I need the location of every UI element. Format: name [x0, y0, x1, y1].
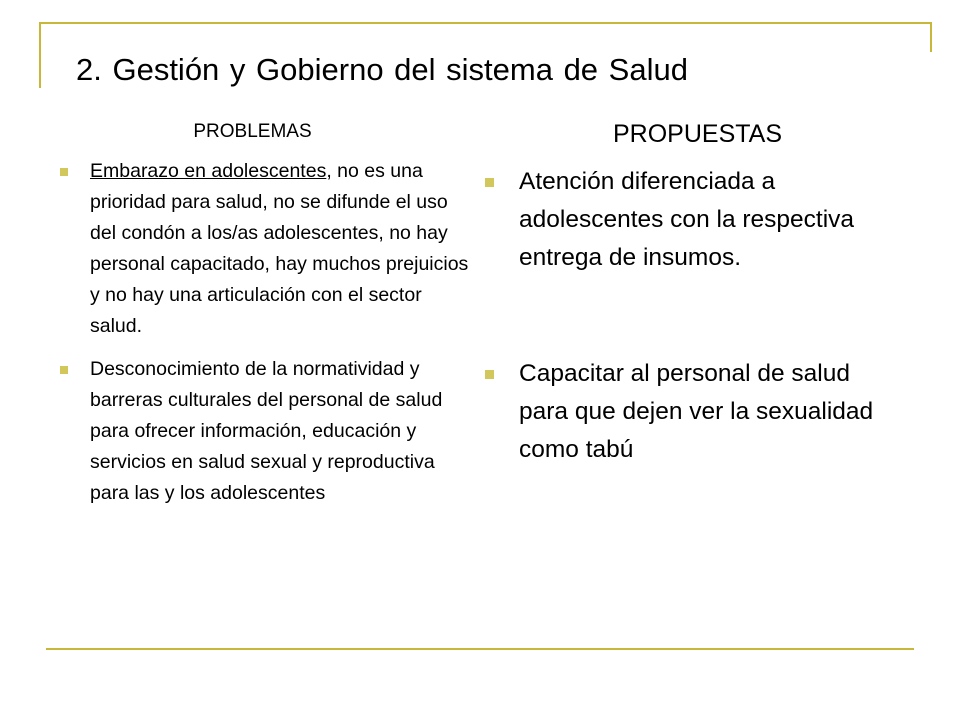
frame-bottom-line [46, 648, 914, 650]
propuestas-item [482, 355, 902, 469]
propuestas-item [482, 163, 902, 277]
problemas-item-text: , no es una prioridad para salud, no se difunde el uso del condón a los/as adolescentes, no hay personal capacitado, hay muchos prejuicios y no hay una articulación con el sector salud. [90, 160, 469, 337]
propuestas-item-text: Capacitar al personal de salud para que dejen ver la sexualidad como tabú [519, 360, 874, 463]
frame-right-line [930, 22, 932, 52]
problemas-list [56, 156, 476, 521]
problemas-heading: PROBLEMAS [193, 121, 312, 142]
propuestas-item-text: Atención diferenciada a adolescentes con la respectiva entrega de insumos. [519, 168, 855, 271]
propuestas-list [482, 163, 902, 469]
square-bullet-icon [485, 178, 494, 187]
square-bullet-icon [485, 370, 494, 379]
frame-top-line [40, 22, 932, 24]
slide-title: 2. Gestión y Gobierno del sistema de Salud [76, 52, 688, 87]
problemas-item [56, 354, 476, 509]
problemas-item-text: Desconocimiento de la normatividad y barreras culturales del personal de salud para ofrecer información, educación y servicios en salud sexual y reproductiva para las y los adolescentes [90, 358, 443, 504]
square-bullet-icon [60, 168, 68, 176]
square-bullet-icon [60, 366, 68, 374]
propuestas-heading: PROPUESTAS [612, 120, 783, 148]
problemas-item-underlined-text: Embarazo en adolescentes [90, 160, 327, 182]
problemas-item [56, 156, 476, 342]
frame-left-line [39, 22, 41, 88]
